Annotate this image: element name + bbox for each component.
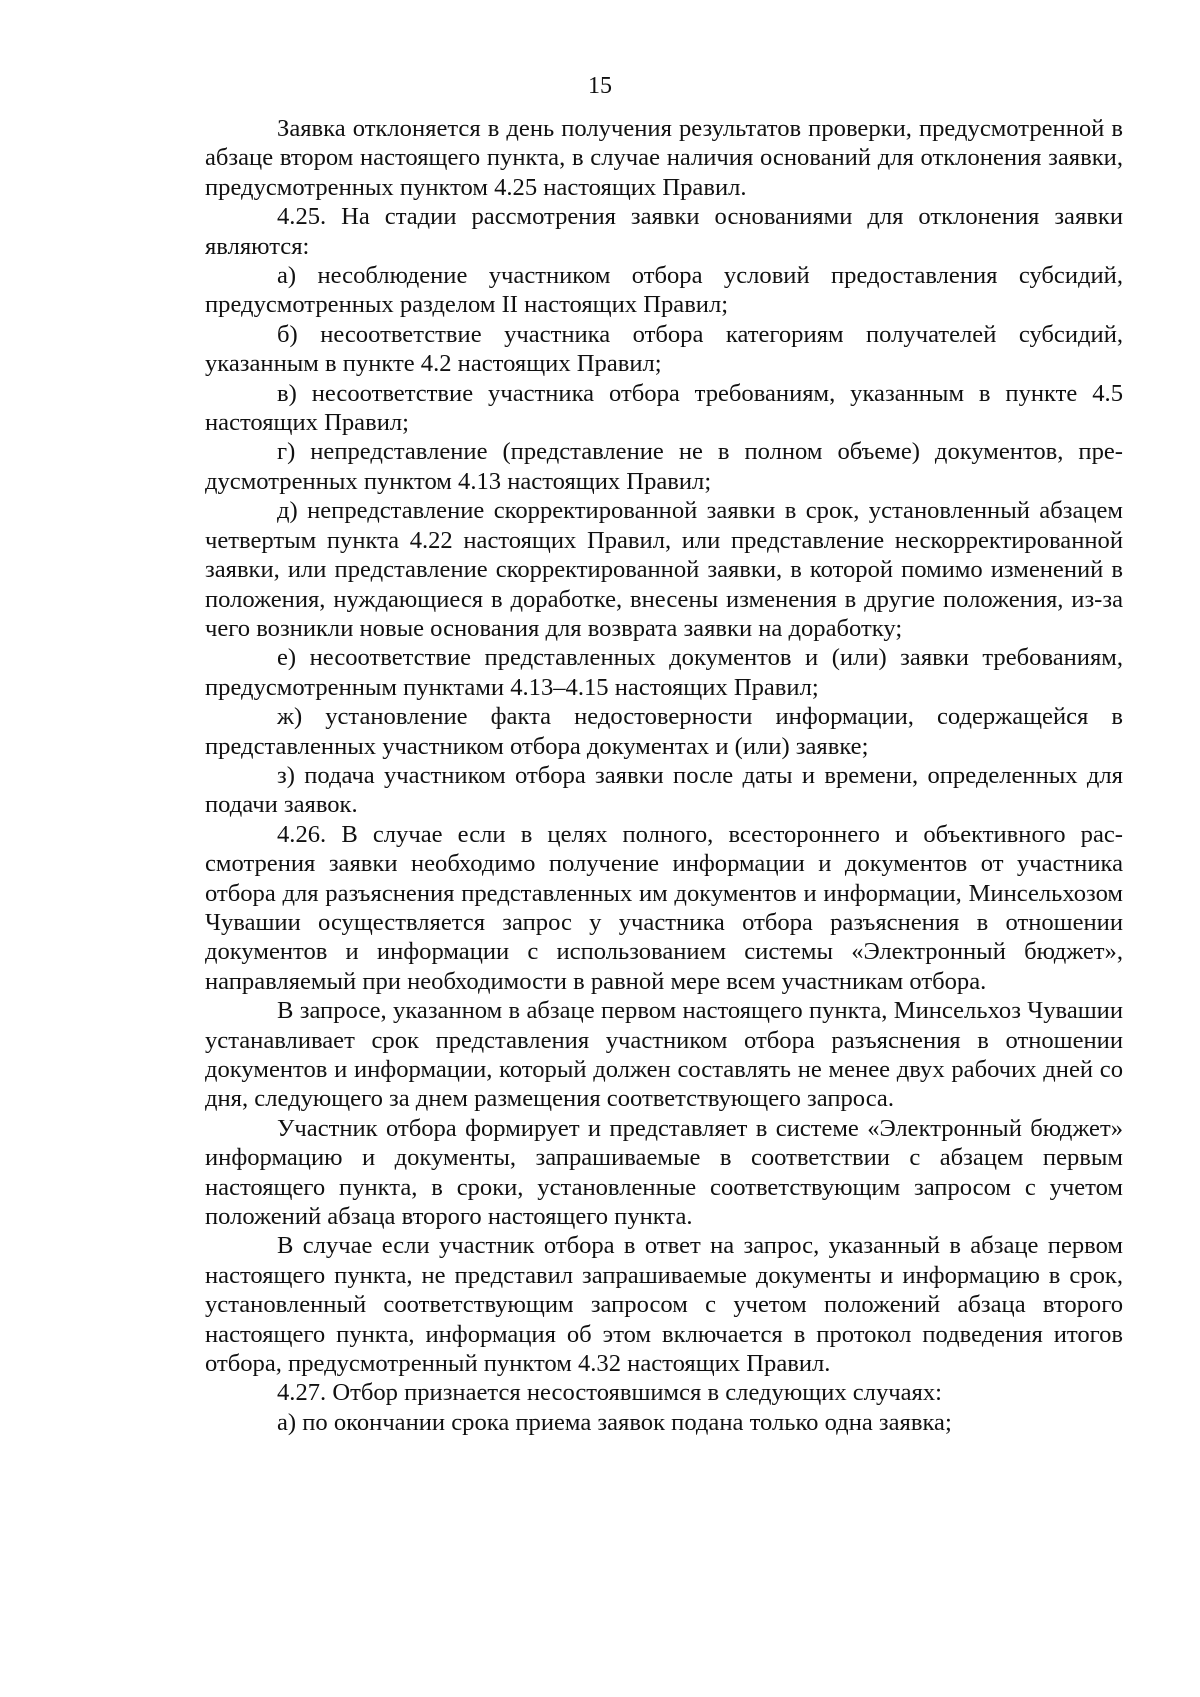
paragraph-4-26: 4.26. В случае если в целях полного, всестороннего и объективного рассмотрения заявки необходимо получение информации и документов от участника отбора для разъяснения представленных им документов и информации, Минсельхозом Чувашии осуществляется запрос у участника отбора разъяснения в отношении документов и информации с использованием системы «Электронный бюджет», направляемый при необходимости в равной мере всем участникам отбора.: [205, 820, 1123, 995]
paragraph-no-response: В случае если участник отбора в ответ на запрос, указанный в абзаце первом настоящего пункта, не представил запрашиваемые документы и информацию в срок, установленный соответствующим запросом с учетом положений абзаца второго настоящего пункта, информация об этом включается в протокол подведения итогов отбора, предусмотренный пунктом 4.32 настоящих Правил.: [205, 1232, 1123, 1378]
paragraph-4-27: 4.27. Отбор признается несостоявшимся в следующих случаях:: [277, 1379, 942, 1407]
list-item-v: в) несоответствие участника отбора требованиям, указанным в пункте 4.5 настоящих Правил;: [205, 379, 1123, 437]
paragraph-rejection-day: Заявка отклоняется в день получения результатов проверки, предусмотренной в абзаце втором настоящего пункта, в случае наличия оснований для отклонения заявки, предусмотренных пунктом 4.25 настоящих Правил.: [205, 115, 1123, 201]
paragraph-4-25: 4.25. На стадии рассмотрения заявки основаниями для отклонения заявки являются:: [205, 203, 1123, 260]
list-item-b: б) несоответствие участника отбора категориям получателей субсидий, указанным в пункте 4.2 настоящих Правил;: [205, 320, 1123, 378]
list-item-a-single-application: а) по окончании срока приема заявок подана только одна заявка;: [277, 1408, 952, 1436]
page-number: 15: [588, 73, 612, 99]
paragraph-request-deadline: В запросе, указанном в абзаце первом настоящего пункта, Минсельхоз Чувашии устанавливает срок представления участником отбора разъяснения в отношении документов и информации, который должен составлять не менее двух рабочих дней со дня, следующего за днем размещения соответствующего запроса.: [205, 997, 1123, 1113]
list-item-zh: ж) установление факта недостоверности информации, содержащейся в представленных участником отбора документах и (или) заявке;: [205, 703, 1123, 760]
list-item-d: д) непредставление скорректированной заявки в срок, установленный абзацем четвертым пункта 4.22 настоящих Правил, или представление нескорректированной заявки, или представление скорректированной заявки, в которой помимо изменений в положения, нуждающиеся в доработке, внесены изменения в другие положения, из-за чего возникли новые основания для возврата заявки на доработку;: [205, 497, 1123, 642]
document-body: [205, 114, 1123, 1437]
paragraph-participant-response: Участник отбора формирует и представляет в системе «Электронный бюджет» информацию и документы, запрашиваемые в соответствии с абзацем первым настоящего пункта, в сроки, установленные соответствующим запросом с учетом положений абзаца второго настоящего пункта.: [205, 1114, 1123, 1231]
list-item-g: г) непредставление (представление не в полном объеме) документов, предусмотренных пунктом 4.13 настоящих Правил;: [205, 438, 1123, 495]
list-item-z: з) подача участником отбора заявки после даты и времени, определенных для подачи заявок.: [205, 761, 1123, 819]
list-item-a: а) несоблюдение участником отбора условий предоставления субсидий, предусмотренных разделом II настоящих Правил;: [205, 262, 1123, 319]
list-item-e: е) несоответствие представленных документов и (или) заявки требованиям, предусмотренным пунктами 4.13–4.15 настоящих Правил;: [205, 644, 1123, 701]
